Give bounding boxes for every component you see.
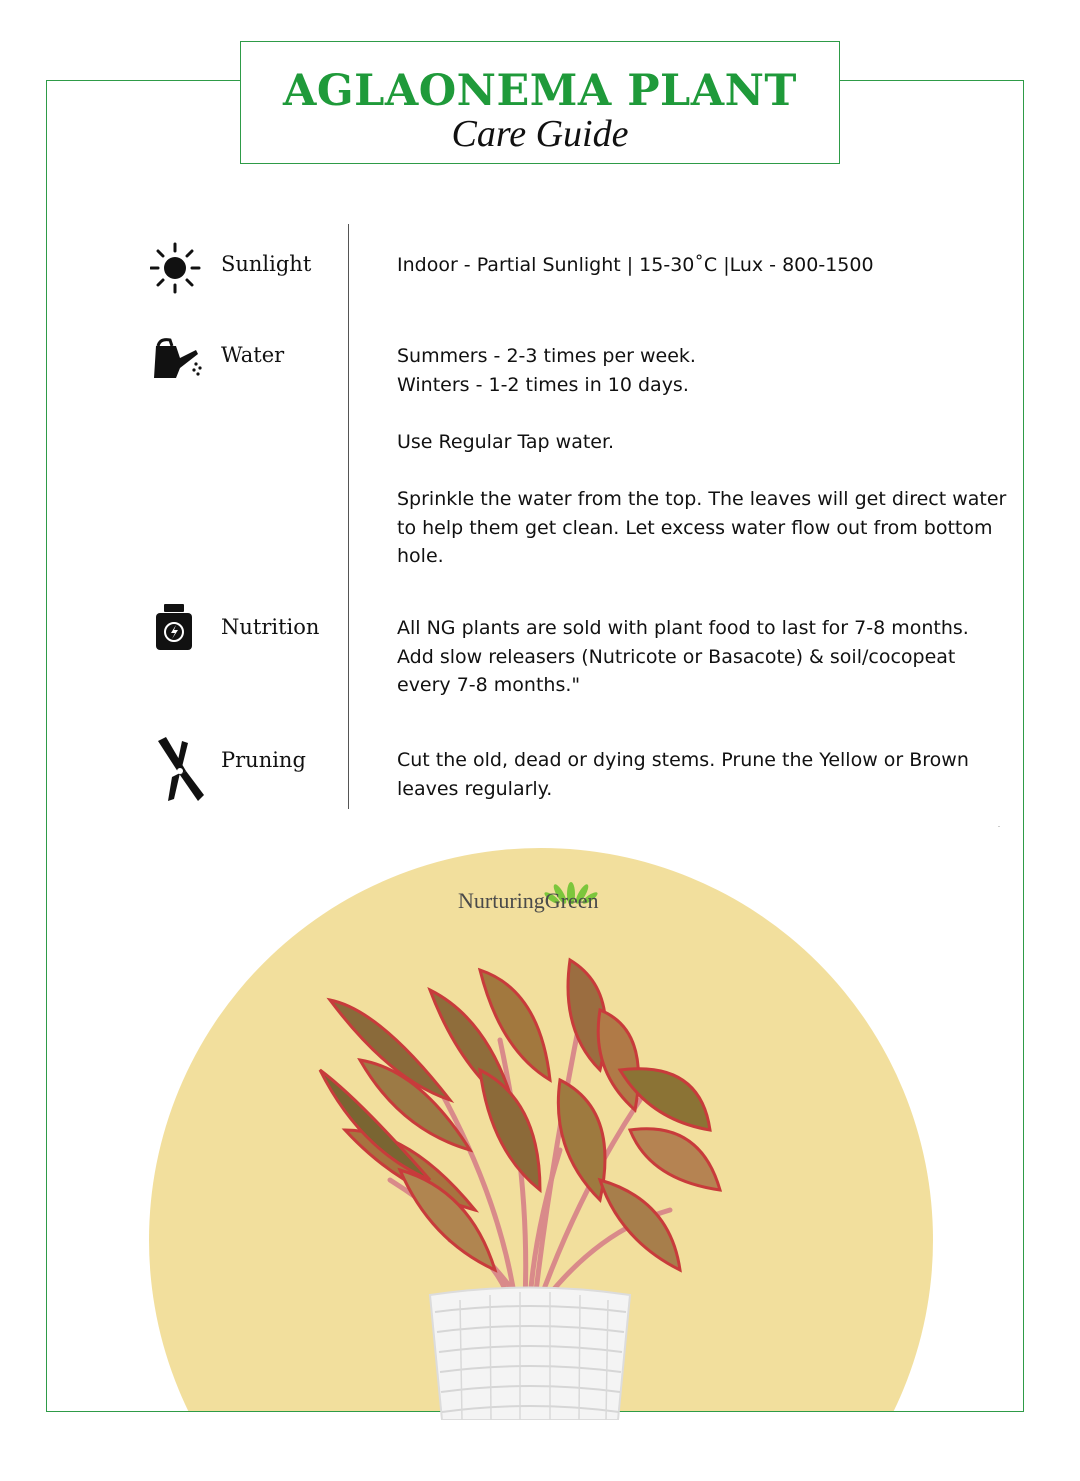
- sunlight-label: Sunlight: [221, 252, 312, 276]
- pruning-text: Cut the old, dead or dying stems. Prune the Yellow or Brown leaves regularly.: [397, 749, 969, 800]
- brand-name: NurturingGreen: [458, 888, 599, 913]
- fertilizer-bottle-icon: [154, 604, 206, 664]
- pruning-shears-icon: [152, 737, 204, 797]
- title-box: [240, 41, 840, 164]
- column-divider: [348, 224, 349, 809]
- water-label: Water: [221, 343, 285, 367]
- nutrition-text: All NG plants are sold with plant food to last for 7-8 months. Add slow releasers (Nutricote or Basacote) & soil/cocopeat every 7-8 months.": [397, 617, 969, 697]
- page-title: AGLAONEMA PLANT: [283, 66, 797, 116]
- nutrition-label: Nutrition: [221, 615, 320, 639]
- sunlight-text: Indoor - Partial Sunlight | 15-30˚C |Lux - 800-1500: [397, 254, 874, 276]
- water-text: Summers - 2-3 times per week. Winters - 1-2 times in 10 days. Use Regular Tap water. Sprinkle the water from the top. The leaves will get direct water to help them get clean. Let excess water flow out from bottom hole.: [397, 345, 1007, 568]
- pruning-label: Pruning: [221, 748, 306, 772]
- brand-logo: [458, 870, 633, 930]
- watering-can-icon: [150, 338, 202, 398]
- aglaonema-plant-image: [300, 950, 760, 1420]
- stray-mark: [998, 826, 1000, 827]
- sun-icon: [150, 240, 202, 300]
- page-subtitle: Care Guide: [451, 113, 629, 155]
